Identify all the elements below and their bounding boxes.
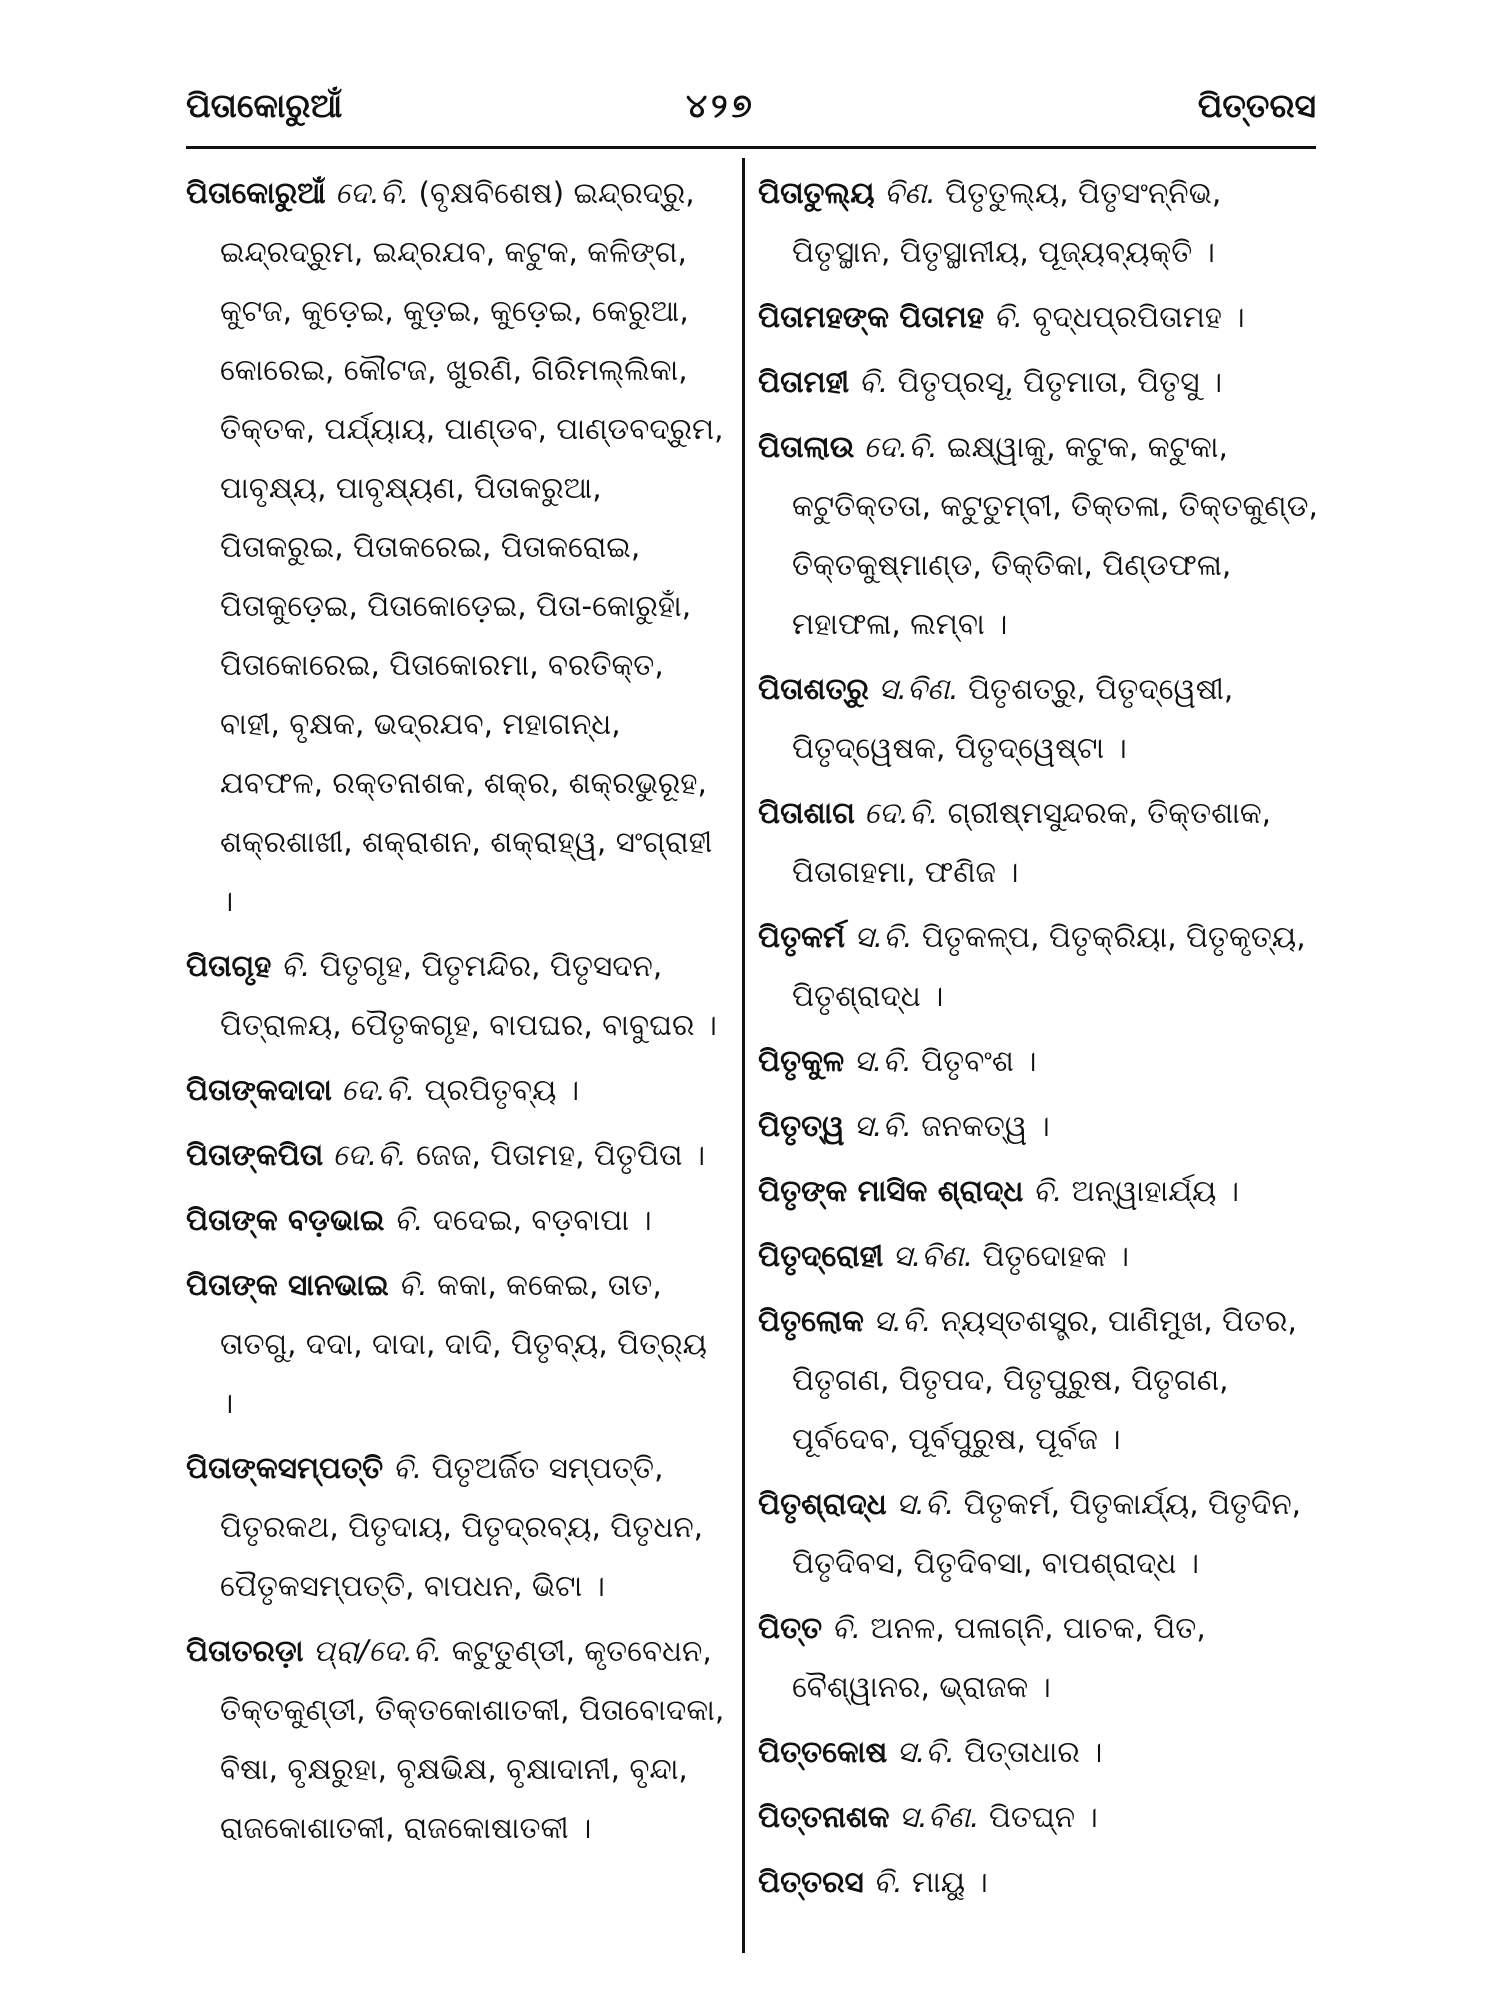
entry-headword: ପିତ୍ତରସ <box>758 1865 864 1899</box>
dictionary-entry <box>758 1097 1318 1156</box>
page-number: ୪୨୭ <box>686 86 756 125</box>
entry-part-of-speech: ଦେ.ବି. <box>332 1138 407 1172</box>
left-column <box>186 164 728 1864</box>
entry-part-of-speech: ବି. <box>858 365 889 399</box>
entry-headword: ପିତାକୋରୁଆଁ <box>186 176 326 210</box>
entry-part-of-speech: ସ.ବିଣ. <box>878 672 959 706</box>
entry-definition: ପିତ୍ତାଧାର । <box>964 1735 1103 1769</box>
entry-definition: କଟୁତୁଣ୍ଡୀ, କୃତବେଧନ, ତିକ୍ତକୁଣ୍ଡୀ, ତିକ୍ତକୋଶାତକୀ, ପିତାବୋଦକା, ବିଷା, ବୃକ୍ଷରୁହା, ବୃକ୍ଷଭିକ୍ଷ, ବୃକ୍ଷାଦାନୀ, ବୃନ୍ଦା, ରାଜକୋଶାତକୀ, ରାଜକୋଷାତକୀ । <box>220 1634 725 1845</box>
entry-part-of-speech: ବି. <box>993 300 1023 334</box>
entry-headword: ପିତାଗୃହ <box>186 949 272 983</box>
entry-definition: ପିତୃପ୍ରସୂ, ପିତୃମାତା, ପିତୃସୁ । <box>897 365 1223 399</box>
entry-definition: ଦଦେଇ, ବଡ଼ବାପା । <box>432 1203 652 1237</box>
entry-definition: ପିତୃଅର୍ଜିତ ସମ୍ପତ୍ତି, ପିତୃରକଥ, ପିତୃଦାୟ, ପିତୃଦ୍ରବ୍ୟ, ପିତୃଧନ, ପୈତୃକସମ୍ପତ୍ତି, ବାପଧନ, ଭିଟା । <box>220 1451 704 1603</box>
entry-part-of-speech: ସ.ବି. <box>896 1487 955 1521</box>
entry-headword: ପିତୃଙ୍କ ମାସିକ ଶ୍ରାଦ୍ଧ <box>758 1174 1024 1208</box>
entry-part-of-speech: ସ.ବିଣ. <box>899 1800 980 1834</box>
dictionary-entry <box>758 1292 1318 1469</box>
entry-headword: ପିତୃକୁଳ <box>758 1044 845 1078</box>
entry-headword: ପିତାଙ୍କ ସାନଭାଇ <box>186 1268 389 1302</box>
dictionary-entry <box>758 288 1318 347</box>
entry-part-of-speech: ସ.ବି. <box>896 1735 955 1769</box>
dictionary-entry <box>186 1622 728 1858</box>
dictionary-entry <box>186 1256 728 1433</box>
dictionary-entry <box>758 1723 1318 1782</box>
dictionary-entry <box>758 1475 1318 1593</box>
entry-headword: ପିତାଙ୍କସମ୍ପତ୍ତି <box>186 1451 384 1485</box>
entry-definition: ବୃଦ୍ଧପ୍ରପିତାମହ । <box>1032 300 1245 334</box>
page-header <box>186 86 1316 142</box>
entry-headword: ପିତୃଲୋକ <box>758 1304 864 1338</box>
entry-headword: ପିତୃତ୍ୱ <box>758 1109 845 1143</box>
entry-part-of-speech: ବି. <box>392 1451 423 1485</box>
dictionary-entry <box>758 660 1318 778</box>
entry-part-of-speech: ବି. <box>831 1611 862 1645</box>
entry-definition: ନ୍ୟସ୍ତଶସ୍ତ୍ର, ପାଣିମୁଖ, ପିତର, ପିତୃଗଣ, ପିତୃପଦ, ପିତୃପୁରୁଷ, ପିତୃଗଣ, ପୂର୍ବଦେବ, ପୂର୍ବପୁରୁଷ, ପୂର୍ବଜ । <box>792 1304 1297 1456</box>
entry-part-of-speech: ଦେ.ବି. <box>341 1073 416 1107</box>
entry-definition: (ବୃକ୍ଷବିଶେଷ) ଇନ୍ଦ୍ରଦ୍ରୁ, ଇନ୍ଦ୍ରଦ୍ରୁମ, ଇନ୍ଦ୍ରଯବ, କଟୁକ, କଳିଙ୍ଗ, କୁଟଜ, କୁଡ଼େଇ, କୁଡ଼ଇ, କୁଡ଼େଇ, କେରୁଆ, କୋରେଇ, କୌଟଜ, ଖୁରଣି, ଗିରିମଲ୍ଲିକା, ତିକ୍ତକ, ପର୍ଯ୍ୟାୟ, ପାଣ୍ଡବ, ପାଣ୍ଡବଦ୍ରୁମ, ପାବୃକ୍ଷ୍ୟ, ପାବୃକ୍ଷ୍ୟଣ, ପିତାକରୁଆ, ପିତାକରୁଇ, ପିତାକରେଇ, ପିତାକରୋଇ, ପିତାକୁଡ଼େଇ, ପିତାକୋଡ଼େଇ, ପିତା-କୋରୁହାଁ, ପିତାକୋରେଇ, ପିତାକୋରମା, ବରତିକ୍ତ, ବାହୀ, ବୃକ୍ଷକ, ଭଦ୍ରଯବ, ମହାଗନ୍ଧ, ଯବଫଳ, ରକ୍ତନାଶକ, ଶକ୍ର, ଶକ୍ରଭୁରୂହ, ଶକ୍ରଶାଖୀ, ଶକ୍ରାଶନ, ଶକ୍ରାହ୍ୱ, ସଂଗ୍ରାହୀ । <box>220 176 724 918</box>
dictionary-entry <box>758 1162 1318 1221</box>
entry-headword: ପିତ୍ତନାଶକ <box>758 1800 890 1834</box>
header-rule <box>186 146 1316 149</box>
entry-definition: ମାୟୁ । <box>912 1865 988 1899</box>
header-guide-word-right: ପିତ୍ତରସ <box>1197 86 1316 125</box>
entry-part-of-speech: ପ୍ରା/ଦେ.ବି. <box>312 1634 443 1668</box>
entry-headword: ପିତ୍ତକୋଷ <box>758 1735 888 1769</box>
dictionary-entry <box>186 1061 728 1120</box>
dictionary-entry <box>758 784 1318 902</box>
entry-headword: ପିତୃକର୍ମ <box>758 920 845 954</box>
entry-headword: ପିତ୍ତ <box>758 1611 823 1645</box>
entry-headword: ପିତାଶାଗ <box>758 796 855 830</box>
entry-definition: ପିତୃବଂଶ । <box>921 1044 1037 1078</box>
entry-definition: କକା, କକେଇ, ତାତ, ତାତଗୁ, ଦଦା, ଦାଦା, ଦାଦି, ପିତୃବ୍ୟ, ପିତ୍ର୍ୟ । <box>220 1268 707 1420</box>
entry-definition: ପିତଘ୍ନ । <box>988 1800 1098 1834</box>
entry-definition: ପିତୃକଳ୍ପ, ପିତୃକ୍ରିୟା, ପିତୃକୃତ୍ୟ, ପିତୃଶ୍ରାଦ୍ଧ । <box>792 920 1306 1013</box>
entry-part-of-speech: ଦେ.ବି. <box>863 430 938 464</box>
entry-definition: ପିତୃକର୍ମ, ପିତୃକାର୍ଯ୍ୟ, ପିତୃଦିନ, ପିତୃଦିବସ, ପିତୃଦିବସା, ବାପଶ୍ରାଦ୍ଧ । <box>792 1487 1302 1580</box>
dictionary-entry <box>758 1227 1318 1286</box>
column-divider <box>742 158 745 1953</box>
dictionary-entry <box>186 1439 728 1616</box>
dictionary-entry <box>758 353 1318 412</box>
dictionary-entry <box>758 1599 1318 1717</box>
entry-headword: ପିତାଙ୍କପିତା <box>186 1138 324 1172</box>
header-guide-word-left: ପିତାକୋରୁଆଁ <box>186 86 343 125</box>
entry-headword: ପିତାମହଙ୍କ ପିତାମହ <box>758 300 985 334</box>
entry-definition: ଇକ୍ଷ୍ୱାକୁ, କଟୁକ, କଟୁକା, କଟୁତିକ୍ତତା, କଟୁତୁମ୍ବୀ, ତିକ୍ତଳା, ତିକ୍ତକୁଣ୍ଡ, ତିକ୍ତକୁଷ୍ମାଣ୍ଡ, ତିକ୍ତିକା, ପିଣ୍ଡଫଳା, ମହାଫଳା, ଲମ୍ବା । <box>792 430 1318 641</box>
dictionary-entry <box>758 418 1318 654</box>
entry-part-of-speech: ବି. <box>393 1203 424 1237</box>
entry-definition: ପିତୃଶତ୍ରୁ, ପିତୃଦ୍ୱେଷୀ, ପିତୃଦ୍ୱେଷକ, ପିତୃଦ୍ୱେଷ୍ଟା । <box>792 672 1234 765</box>
entry-definition: ଅନଳ, ପଳାଗ୍ନି, ପାଚକ, ପିତ, ବୈଶ୍ୱାନର, ଭ୍ରାଜକ । <box>792 1611 1206 1704</box>
dictionary-entry <box>758 164 1318 282</box>
entry-headword: ପିତାତରଡ଼ା <box>186 1634 304 1668</box>
entry-definition: ପିତୃଗୃହ, ପିତୃମନ୍ଦିର, ପିତୃସଦନ, ପିତ୍ରାଳୟ, ପୈତୃକଗୃହ, ବାପଘର, ବାବୁଘର । <box>220 949 717 1042</box>
entry-part-of-speech: ବି. <box>280 949 311 983</box>
entry-part-of-speech: ସ.ବି. <box>854 920 913 954</box>
entry-part-of-speech: ବି. <box>1032 1174 1063 1208</box>
right-column <box>758 164 1318 1918</box>
entry-headword: ପିତାଙ୍କ ବଡ଼ଭାଇ <box>186 1203 385 1237</box>
entry-part-of-speech: ବିଣ. <box>883 176 936 210</box>
entry-part-of-speech: ସ.ବି. <box>853 1044 912 1078</box>
entry-definition: ଜେଜ, ପିତାମହ, ପିତୃପିତା । <box>416 1138 706 1172</box>
dictionary-entry <box>758 908 1318 1026</box>
entry-headword: ପିତାଙ୍କଦାଦା <box>186 1073 332 1107</box>
entry-part-of-speech: ବି. <box>398 1268 428 1302</box>
entry-headword: ପିତୃଶ୍ରାଦ୍ଧ <box>758 1487 887 1521</box>
entry-headword: ପିତାମହୀ <box>758 365 850 399</box>
entry-part-of-speech: ସ.ବି. <box>853 1109 912 1143</box>
entry-part-of-speech: ବି. <box>873 1865 903 1899</box>
entry-definition: ପିତୃତୁଲ୍ୟ, ପିତୃସଂନ୍ନିଭ, ପିତୃସ୍ଥାନ, ପିତୃସ୍ଥାନୀୟ, ପୂଜ୍ୟବ୍ୟକ୍ତି । <box>792 176 1222 269</box>
dictionary-entry <box>758 1788 1318 1847</box>
dictionary-entry <box>186 1126 728 1185</box>
entry-definition: ପିତୃଦୋହକ । <box>982 1239 1130 1273</box>
entry-definition: ଗ୍ରୀଷ୍ମସୁନ୍ଦରକ, ତିକ୍ତଶାକ, ପିତାଗହମା, ଫଣିଜ । <box>792 796 1271 889</box>
entry-part-of-speech: ସ.ବି. <box>873 1304 932 1338</box>
entry-headword: ପିତାଲାଉ <box>758 430 855 464</box>
entry-headword: ପିତୃଦ୍ରୋହୀ <box>758 1239 884 1273</box>
entry-headword: ପିତାଶତ୍ରୁ <box>758 672 869 706</box>
dictionary-entry <box>186 1191 728 1250</box>
entry-definition: ଅନ୍ୱାହାର୍ଯ୍ୟ । <box>1071 1174 1240 1208</box>
entry-definition: ପ୍ରପିତୃବ୍ୟ । <box>424 1073 580 1107</box>
entry-part-of-speech: ସ.ବିଣ. <box>892 1239 974 1273</box>
dictionary-entry <box>758 1032 1318 1091</box>
entry-headword: ପିତାତୁଲ୍ୟ <box>758 176 875 210</box>
dictionary-entry <box>186 164 728 931</box>
entry-definition: ଜନକତ୍ୱ । <box>921 1109 1050 1143</box>
entry-part-of-speech: ଦେ.ବି. <box>335 176 410 210</box>
dictionary-entry <box>186 937 728 1055</box>
entry-part-of-speech: ଦେ.ବି. <box>864 796 939 830</box>
dictionary-entry <box>758 1853 1318 1912</box>
